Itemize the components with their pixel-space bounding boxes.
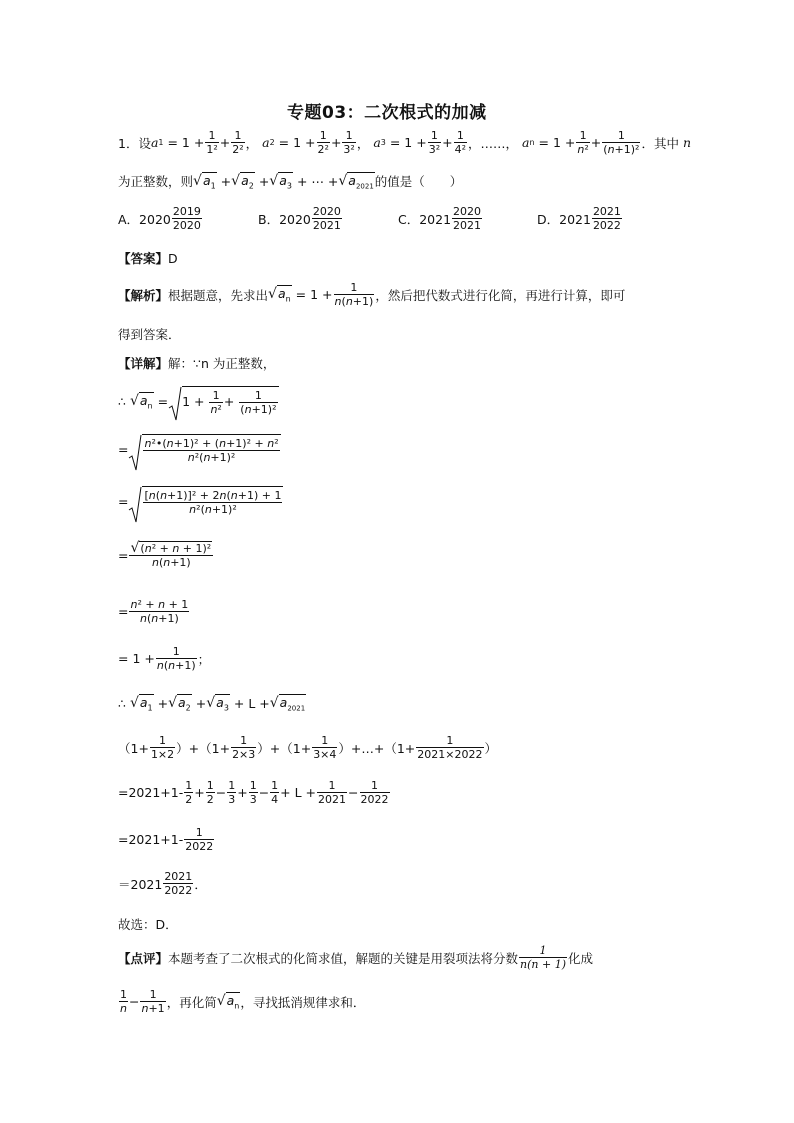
option-d [537,205,623,232]
fraction: √(n² + n + 1)² n(n+1) [130,540,212,569]
step-1: ∴ $√a_n$ = 1 + $\frac{1}{\text{n²}}$ + $\frac{1}{\text{(n+1)²}}$ [118,386,279,416]
option-b [258,205,343,232]
step-5: = n² + n + 1 n(n+1) [118,598,189,625]
option-b-fraction: 2020 2021 [312,205,341,232]
step-3: = $\frac{\text{[n(n+1)]² + 2n(n+1) + 1}}{\text{n²(n+1)²}}$ [118,486,283,516]
fraction: 1 2² [317,129,329,156]
step-2: = $\frac{\text{n²•(n+1)² + (n+1)² + n²}}{\text{n²(n+1)²}}$ [118,434,281,464]
detail-line [118,354,275,372]
fraction: 1 4² [454,129,467,156]
step-8: （1+ $\frac{1}{1\times 2}$ ）+（1+ $\frac{1}{2\times 3}$ ）+（1+ $\frac{1}{3\times 4}$ ）+…+（1+ $\frac{1}{2021\times 2022}$ ） [118,734,498,761]
question-line-1: 1．设 a 1 = 1 + 1 1² + 1 2² ， a 2 = 1 + 1 2² + 1 3² ， a 3 = 1 + 1 3² + 1 4² ，……， a n = 1 + 1 n² + 1 (n+1)² ．其中 n [118,129,692,156]
radical: $\frac{\text{[n(n+1)]² + 2n(n+1) + 1}}{\text{n²(n+1)²}}$ [128,486,283,516]
answer-line [118,249,178,267]
question-number: 1．设 [118,135,151,151]
comment-line-2: 1 n − 1 n+1 ，再化简 $√a_n$ ，寻找抵消规律求和． [120,988,366,1015]
comment-text-3: ，再化简 [166,994,217,1010]
analysis-label: 【解析】 [118,287,169,303]
option-d-fraction: 2021 2022 [592,205,621,232]
fraction: 1 1² [206,129,218,156]
comment-line-1: 【点评】 本题考查了二次根式的化简求值，解题的关键是用裂项法将分数 1 n(n + 1) 化成 [118,944,594,971]
analysis-line-1: 【解析】 根据题意，先求出 $√a_n$ = 1 + 1 n(n+1) ，然后把代数式进行化简，再进行计算，即可 [118,281,626,308]
sqrt-an: $√a_n$ [268,286,291,304]
step-6: = 1 + 1 n(n+1) ； [118,645,211,672]
question-line2-prefix: 为正整数，则 [118,174,194,190]
step-4: = √(n² + n + 1)² n(n+1) [118,540,212,569]
comment-text-2: 化成 [568,950,594,966]
question-line2-suffix: 的值是（ ） [374,174,463,190]
sqrt-a2: $√a_2$ [231,173,254,191]
step-9: =2021+1- 1 2 + 1 2 − 1 3 + 1 3 − 1 4 + L + 1 2021 − 1 2022 [118,779,389,806]
fraction: 1 (n+1)² [603,129,640,156]
step-11: ＝2021 2021 2022 ． [118,870,207,897]
sqrt-a2021: $√a_{2021}$ [338,173,374,191]
option-c-fraction: 2020 2021 [453,205,482,232]
radical: 1 + $\frac{1}{\text{n²}}$ + $\frac{1}{\text{(n+1)²}}$ [168,386,278,416]
fraction: 1 3² [428,129,441,156]
question-line-2: 为正整数，则 $√a_1$ + $√a_2$ + $√a_3$ + ⋯ + $√a_{2021}$ 的值是（ ） [118,173,463,191]
analysis-text-1: 根据题意，先求出 [168,287,269,303]
option-a [118,205,203,232]
fraction: 1 n² [577,129,589,156]
analysis-line-2: 得到答案． [118,327,181,342]
step-7: ∴ $√a_1$ + $√a_2$ + $√a_3$ + L + $√a_{2021}$ [118,695,306,713]
sqrt-a1: $√a_1$ [193,173,216,191]
step-10: =2021+1- 1 2022 [118,826,214,853]
fraction: 1 n(n+1) [334,281,374,308]
option-d-label: D．2021 [537,211,591,227]
option-a-label: A．2020 [118,211,171,227]
comment-text-4: ，寻找抵消规律求和． [240,994,366,1010]
detail-intro: 解：∵n 为正整数， [168,356,276,371]
question-tail: ．其中 [641,135,679,151]
sqrt-a3: $√a_3$ [269,173,292,191]
comment-text-1: 本题考查了二次根式的化简求值，解题的关键是用裂项法将分数 [168,950,519,966]
page-title: 专题03：二次根式的加减 [287,103,487,123]
detail-label: 【详解】 [118,356,169,371]
option-a-fraction: 2019 2020 [172,205,201,232]
answer-value: D [168,251,178,266]
option-c [398,205,483,232]
radical: $\frac{\text{n²•(n+1)² + (n+1)² + n²}}{\text{n²(n+1)²}}$ [128,434,280,464]
answer-label: 【答案】 [118,251,169,266]
option-c-label: C．2021 [398,211,452,227]
fraction: 1 3² [343,129,355,156]
conclusion: 故选：D． [118,917,178,932]
analysis-text-2: ，然后把代数式进行化简，再进行计算，即可 [375,287,626,303]
comment-label: 【点评】 [118,950,169,966]
option-b-label: B．2020 [258,211,311,227]
fraction: 1 2² [232,129,244,156]
